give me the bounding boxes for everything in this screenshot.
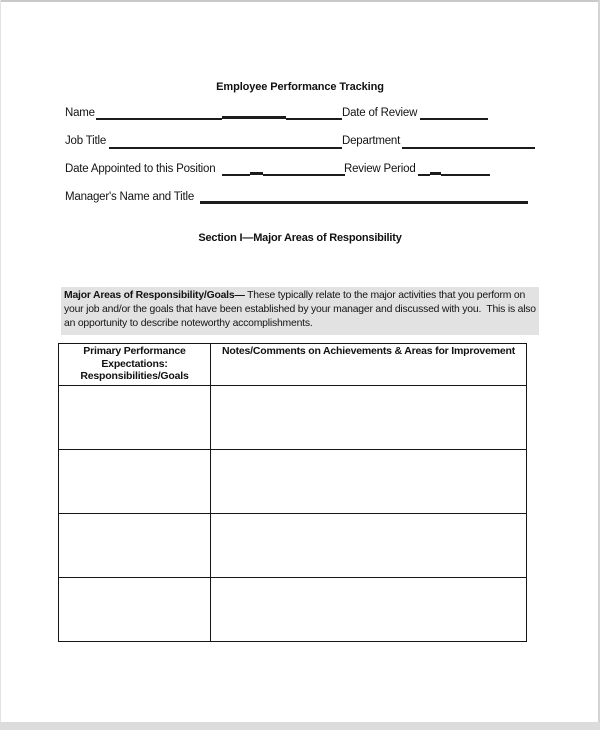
table-header-notes: Notes/Comments on Achievements & Areas for Improvement bbox=[211, 344, 527, 386]
name-fill-line[interactable] bbox=[96, 118, 222, 120]
page-border-left bbox=[0, 0, 1, 730]
job-title-fill-line[interactable] bbox=[109, 147, 342, 149]
instructions-body: These typically relate to the major activities that you perform on your job and/or the goals that have been established by your manager and discussed with you. This is also an opportunity to describe noteworthy accomplishments. bbox=[64, 290, 539, 330]
section-heading: Section I—Major Areas of Responsibility bbox=[198, 232, 402, 244]
responsibility-table bbox=[58, 343, 527, 642]
review-period-fill-line-2[interactable] bbox=[441, 174, 490, 176]
instructions-lead: Major Areas of Responsibility/Goals— bbox=[64, 290, 245, 301]
department-label: Department bbox=[342, 135, 401, 147]
job-title-label: Job Title bbox=[65, 135, 107, 147]
table-row bbox=[59, 577, 527, 641]
date-appointed-fill-line-bold[interactable] bbox=[250, 172, 263, 175]
notes-cell[interactable] bbox=[211, 449, 527, 513]
table-row bbox=[59, 385, 527, 449]
table-header-row bbox=[59, 344, 527, 386]
responsibility-table-body bbox=[59, 385, 527, 641]
date-appointed-fill-line[interactable] bbox=[222, 174, 250, 176]
review-period-label: Review Period bbox=[344, 163, 416, 175]
notes-cell[interactable] bbox=[211, 577, 527, 641]
date-of-review-label: Date of Review bbox=[342, 107, 418, 119]
expectations-cell[interactable] bbox=[59, 449, 211, 513]
document-title: Employee Performance Tracking bbox=[216, 81, 384, 93]
notes-cell[interactable] bbox=[211, 513, 527, 577]
manager-label: Manager's Name and Title bbox=[65, 191, 195, 203]
table-row bbox=[59, 513, 527, 577]
notes-cell[interactable] bbox=[211, 385, 527, 449]
date-appointed-label: Date Appointed to this Position bbox=[65, 163, 216, 175]
responsibility-table-head bbox=[59, 344, 527, 386]
date-appointed-fill-line-2[interactable] bbox=[263, 174, 345, 176]
expectations-cell[interactable] bbox=[59, 513, 211, 577]
department-fill-line[interactable] bbox=[402, 147, 535, 149]
name-fill-line-bold[interactable] bbox=[222, 116, 286, 119]
expectations-cell[interactable] bbox=[59, 385, 211, 449]
table-row bbox=[59, 449, 527, 513]
date-of-review-fill-line[interactable] bbox=[420, 118, 488, 120]
name-fill-line-2[interactable] bbox=[286, 118, 342, 120]
instructions-paragraph bbox=[61, 287, 539, 335]
manager-fill-line[interactable] bbox=[200, 201, 528, 204]
name-label: Name bbox=[65, 107, 95, 119]
review-period-fill-line-bold[interactable] bbox=[430, 172, 441, 175]
page-border-top bbox=[0, 0, 600, 2]
page-border-bottom bbox=[0, 722, 600, 730]
expectations-cell[interactable] bbox=[59, 577, 211, 641]
review-period-fill-line[interactable] bbox=[418, 174, 430, 176]
table-header-expectations: Primary Performance Expectations: Responsibilities/Goals bbox=[59, 344, 211, 386]
